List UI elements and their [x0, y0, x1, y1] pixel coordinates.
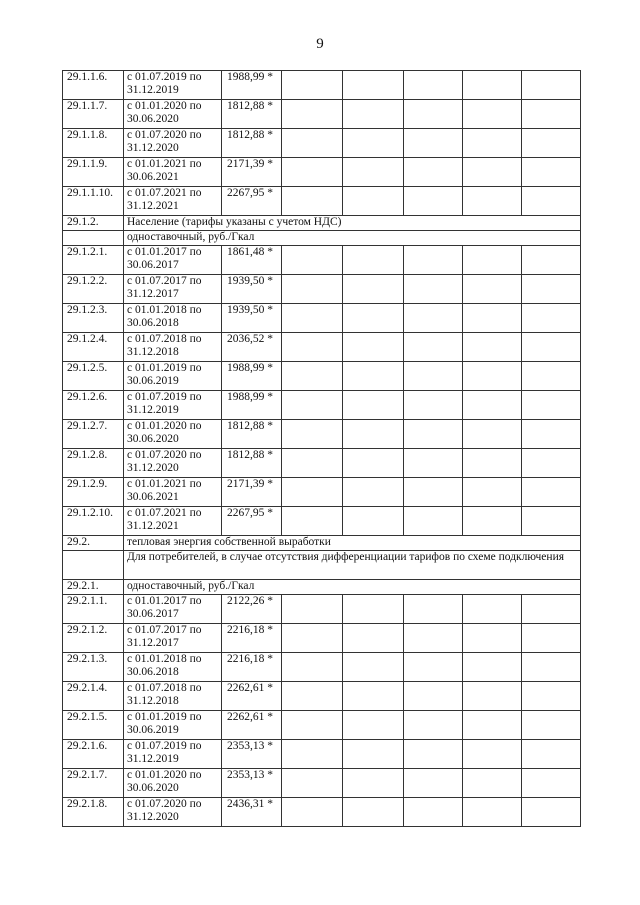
empty-cell	[343, 391, 404, 420]
tariff-value-cell: 2353,13 *	[222, 740, 282, 769]
empty-cell	[463, 624, 522, 653]
table-row	[63, 580, 581, 595]
empty-cell	[343, 333, 404, 362]
empty-cell	[522, 129, 581, 158]
empty-cell	[522, 420, 581, 449]
empty-cell	[404, 158, 463, 187]
empty-cell	[404, 595, 463, 624]
table-row	[63, 129, 581, 158]
empty-cell	[522, 71, 581, 100]
tariff-value-cell: 2171,39 *	[222, 158, 282, 187]
empty-cell	[522, 740, 581, 769]
empty-cell	[463, 798, 522, 827]
empty-cell	[404, 478, 463, 507]
row-number: 29.1.2.3.	[63, 304, 124, 333]
empty-cell	[522, 478, 581, 507]
empty-cell	[404, 682, 463, 711]
empty-cell	[522, 624, 581, 653]
table-row	[63, 100, 581, 129]
row-number: 29.1.2.4.	[63, 333, 124, 362]
empty-cell	[404, 769, 463, 798]
empty-cell	[404, 246, 463, 275]
table-row	[63, 187, 581, 216]
empty-cell	[522, 507, 581, 536]
empty-cell	[522, 391, 581, 420]
period-cell: с 01.07.2018 по 31.12.2018	[124, 333, 222, 362]
tariff-value-cell: 1988,99 *	[222, 71, 282, 100]
table-row	[63, 536, 581, 551]
empty-cell	[404, 653, 463, 682]
table-row	[63, 391, 581, 420]
row-number: 29.2.	[63, 536, 124, 551]
period-cell: с 01.01.2021 по 30.06.2021	[124, 478, 222, 507]
table-row	[63, 158, 581, 187]
table-row	[63, 231, 581, 246]
empty-cell	[343, 420, 404, 449]
empty-cell	[282, 595, 343, 624]
table-row	[63, 275, 581, 304]
tariff-value-cell: 1812,88 *	[222, 129, 282, 158]
empty-cell	[404, 275, 463, 304]
empty-cell	[522, 158, 581, 187]
empty-cell	[282, 362, 343, 391]
empty-cell	[522, 100, 581, 129]
period-cell: с 01.01.2021 по 30.06.2021	[124, 158, 222, 187]
empty-cell	[463, 507, 522, 536]
empty-cell	[282, 449, 343, 478]
empty-cell	[282, 478, 343, 507]
row-number: 29.2.1.3.	[63, 653, 124, 682]
empty-cell	[404, 711, 463, 740]
section-heading-cell: Для потребителей, в случае отсутствия дифференциации тарифов по схеме подключения	[124, 551, 581, 580]
period-cell: с 01.07.2021 по 31.12.2021	[124, 507, 222, 536]
empty-cell	[522, 682, 581, 711]
empty-cell	[463, 478, 522, 507]
empty-cell	[343, 275, 404, 304]
period-cell: с 01.01.2019 по 30.06.2019	[124, 362, 222, 391]
table-row	[63, 507, 581, 536]
empty-cell	[463, 653, 522, 682]
table-row	[63, 682, 581, 711]
empty-cell	[404, 187, 463, 216]
period-cell: с 01.07.2020 по 31.12.2020	[124, 449, 222, 478]
empty-cell	[343, 711, 404, 740]
table-row	[63, 595, 581, 624]
empty-cell	[343, 158, 404, 187]
empty-cell	[522, 653, 581, 682]
table-row	[63, 769, 581, 798]
empty-cell	[343, 653, 404, 682]
row-number: 29.1.1.8.	[63, 129, 124, 158]
tariff-value-cell: 2171,39 *	[222, 478, 282, 507]
row-number: 29.2.1.2.	[63, 624, 124, 653]
empty-cell	[343, 129, 404, 158]
tariff-value-cell: 2353,13 *	[222, 769, 282, 798]
empty-cell	[404, 624, 463, 653]
empty-cell	[522, 362, 581, 391]
tariff-value-cell: 1812,88 *	[222, 100, 282, 129]
empty-cell	[282, 275, 343, 304]
empty-cell	[404, 362, 463, 391]
empty-cell	[404, 507, 463, 536]
empty-cell	[343, 362, 404, 391]
period-cell: с 01.07.2017 по 31.12.2017	[124, 275, 222, 304]
period-cell: с 01.07.2018 по 31.12.2018	[124, 682, 222, 711]
period-cell: с 01.01.2019 по 30.06.2019	[124, 711, 222, 740]
empty-cell	[343, 71, 404, 100]
row-number: 29.1.2.9.	[63, 478, 124, 507]
tariff-value-cell: 2216,18 *	[222, 624, 282, 653]
empty-cell	[463, 275, 522, 304]
tariff-value-cell: 1988,99 *	[222, 362, 282, 391]
row-number: 29.1.2.10.	[63, 507, 124, 536]
empty-cell	[463, 711, 522, 740]
empty-cell	[343, 100, 404, 129]
table-row	[63, 333, 581, 362]
table-row	[63, 653, 581, 682]
empty-cell	[343, 769, 404, 798]
empty-cell	[282, 158, 343, 187]
empty-cell	[522, 304, 581, 333]
table-row	[63, 304, 581, 333]
empty-cell	[282, 711, 343, 740]
empty-cell	[463, 595, 522, 624]
section-heading-cell: одноставочный, руб./Гкал	[124, 580, 581, 595]
empty-cell	[404, 420, 463, 449]
table-row	[63, 362, 581, 391]
tariff-value-cell: 2436,31 *	[222, 798, 282, 827]
tariff-table	[62, 70, 581, 827]
empty-cell	[463, 391, 522, 420]
section-heading-cell: Население (тарифы указаны с учетом НДС)	[124, 216, 581, 231]
table-row	[63, 624, 581, 653]
empty-cell	[404, 71, 463, 100]
row-number: 29.2.1.4.	[63, 682, 124, 711]
empty-cell	[463, 246, 522, 275]
section-heading-cell: одноставочный, руб./Гкал	[124, 231, 581, 246]
row-number: 29.1.1.10.	[63, 187, 124, 216]
empty-cell	[404, 740, 463, 769]
tariff-value-cell: 2267,95 *	[222, 187, 282, 216]
empty-cell	[463, 449, 522, 478]
empty-cell	[282, 246, 343, 275]
row-number	[63, 551, 124, 580]
empty-cell	[282, 798, 343, 827]
row-number: 29.2.1.5.	[63, 711, 124, 740]
tariff-value-cell: 1939,50 *	[222, 304, 282, 333]
empty-cell	[522, 187, 581, 216]
empty-cell	[282, 507, 343, 536]
empty-cell	[463, 769, 522, 798]
period-cell: с 01.07.2020 по 31.12.2020	[124, 798, 222, 827]
empty-cell	[343, 246, 404, 275]
empty-cell	[282, 129, 343, 158]
empty-cell	[282, 653, 343, 682]
empty-cell	[343, 682, 404, 711]
empty-cell	[404, 391, 463, 420]
empty-cell	[522, 711, 581, 740]
empty-cell	[463, 682, 522, 711]
row-number: 29.2.1.	[63, 580, 124, 595]
table-row	[63, 71, 581, 100]
table-row	[63, 246, 581, 275]
period-cell: с 01.07.2020 по 31.12.2020	[124, 129, 222, 158]
row-number: 29.1.2.8.	[63, 449, 124, 478]
empty-cell	[343, 798, 404, 827]
row-number: 29.1.2.6.	[63, 391, 124, 420]
empty-cell	[404, 304, 463, 333]
page-number: 9	[316, 36, 324, 52]
tariff-value-cell: 1812,88 *	[222, 449, 282, 478]
empty-cell	[522, 798, 581, 827]
row-number	[63, 231, 124, 246]
empty-cell	[282, 100, 343, 129]
empty-cell	[282, 624, 343, 653]
period-cell: с 01.01.2020 по 30.06.2020	[124, 420, 222, 449]
empty-cell	[463, 333, 522, 362]
tariff-value-cell: 1861,48 *	[222, 246, 282, 275]
tariff-value-cell: 2262,61 *	[222, 682, 282, 711]
empty-cell	[343, 624, 404, 653]
row-number: 29.2.1.6.	[63, 740, 124, 769]
empty-cell	[463, 71, 522, 100]
row-number: 29.1.2.1.	[63, 246, 124, 275]
section-heading-cell: тепловая энергия собственной выработки	[124, 536, 581, 551]
empty-cell	[404, 100, 463, 129]
empty-cell	[522, 333, 581, 362]
table-row	[63, 551, 581, 580]
row-number: 29.2.1.7.	[63, 769, 124, 798]
period-cell: с 01.01.2020 по 30.06.2020	[124, 100, 222, 129]
empty-cell	[343, 187, 404, 216]
row-number: 29.1.1.6.	[63, 71, 124, 100]
empty-cell	[463, 420, 522, 449]
empty-cell	[282, 187, 343, 216]
tariff-table-body	[63, 71, 581, 827]
empty-cell	[463, 362, 522, 391]
table-row	[63, 449, 581, 478]
tariff-value-cell: 1812,88 *	[222, 420, 282, 449]
table-row	[63, 740, 581, 769]
empty-cell	[343, 304, 404, 333]
table-row	[63, 216, 581, 231]
period-cell: с 01.07.2019 по 31.12.2019	[124, 391, 222, 420]
empty-cell	[463, 187, 522, 216]
tariff-value-cell: 2122,26 *	[222, 595, 282, 624]
empty-cell	[282, 71, 343, 100]
period-cell: с 01.07.2019 по 31.12.2019	[124, 740, 222, 769]
period-cell: с 01.01.2017 по 30.06.2017	[124, 595, 222, 624]
empty-cell	[282, 769, 343, 798]
tariff-value-cell: 1939,50 *	[222, 275, 282, 304]
row-number: 29.1.2.5.	[63, 362, 124, 391]
empty-cell	[282, 740, 343, 769]
empty-cell	[522, 449, 581, 478]
tariff-value-cell: 1988,99 *	[222, 391, 282, 420]
empty-cell	[343, 740, 404, 769]
empty-cell	[522, 595, 581, 624]
row-number: 29.2.1.8.	[63, 798, 124, 827]
empty-cell	[343, 595, 404, 624]
tariff-value-cell: 2262,61 *	[222, 711, 282, 740]
empty-cell	[404, 129, 463, 158]
period-cell: с 01.01.2018 по 30.06.2018	[124, 304, 222, 333]
empty-cell	[404, 333, 463, 362]
empty-cell	[463, 129, 522, 158]
empty-cell	[463, 304, 522, 333]
table-row	[63, 478, 581, 507]
empty-cell	[404, 449, 463, 478]
empty-cell	[463, 158, 522, 187]
tariff-value-cell: 2036,52 *	[222, 333, 282, 362]
period-cell: с 01.01.2018 по 30.06.2018	[124, 653, 222, 682]
row-number: 29.2.1.1.	[63, 595, 124, 624]
empty-cell	[282, 333, 343, 362]
empty-cell	[282, 391, 343, 420]
empty-cell	[404, 798, 463, 827]
row-number: 29.1.1.7.	[63, 100, 124, 129]
empty-cell	[343, 478, 404, 507]
period-cell: с 01.07.2021 по 31.12.2021	[124, 187, 222, 216]
period-cell: с 01.01.2017 по 30.06.2017	[124, 246, 222, 275]
period-cell: с 01.01.2020 по 30.06.2020	[124, 769, 222, 798]
empty-cell	[282, 304, 343, 333]
empty-cell	[463, 100, 522, 129]
row-number: 29.1.2.7.	[63, 420, 124, 449]
empty-cell	[522, 275, 581, 304]
empty-cell	[282, 682, 343, 711]
period-cell: с 01.07.2017 по 31.12.2017	[124, 624, 222, 653]
tariff-value-cell: 2216,18 *	[222, 653, 282, 682]
empty-cell	[522, 246, 581, 275]
empty-cell	[282, 420, 343, 449]
table-row	[63, 420, 581, 449]
empty-cell	[343, 449, 404, 478]
row-number: 29.1.2.	[63, 216, 124, 231]
table-row	[63, 798, 581, 827]
empty-cell	[463, 740, 522, 769]
row-number: 29.1.1.9.	[63, 158, 124, 187]
period-cell: с 01.07.2019 по 31.12.2019	[124, 71, 222, 100]
row-number: 29.1.2.2.	[63, 275, 124, 304]
tariff-value-cell: 2267,95 *	[222, 507, 282, 536]
empty-cell	[522, 769, 581, 798]
table-row	[63, 711, 581, 740]
empty-cell	[343, 507, 404, 536]
